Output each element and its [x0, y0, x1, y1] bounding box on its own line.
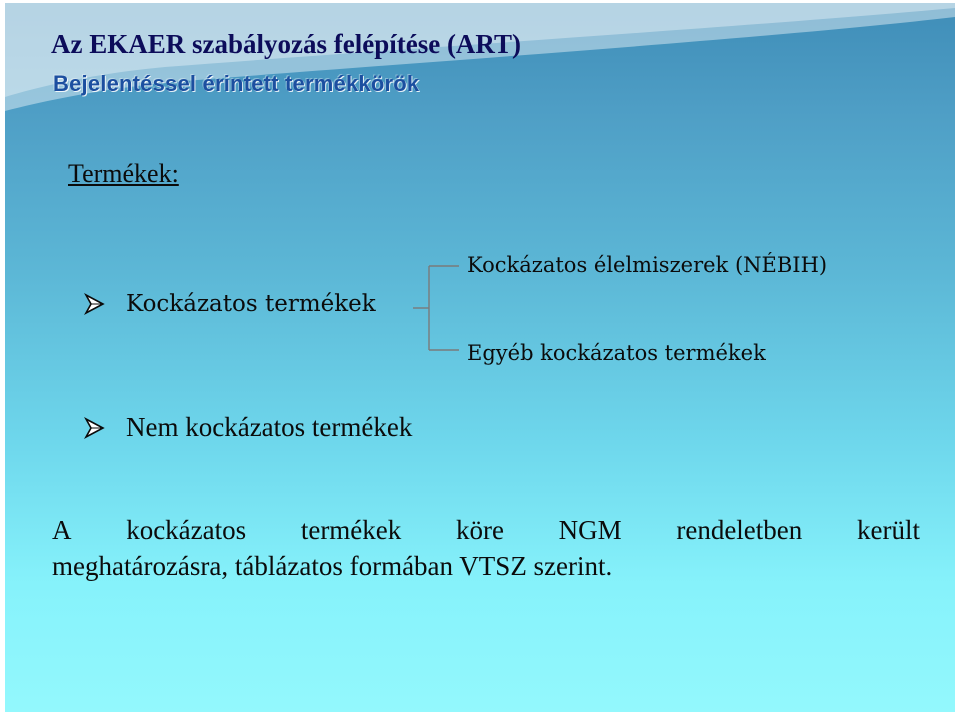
- slide-title: Az EKAER szabályozás felépítése (ART): [51, 29, 521, 59]
- paragraph-word: rendeletben: [676, 515, 803, 545]
- bullet-label: Nem kockázatos termékek: [126, 412, 413, 442]
- bullet-item-non-risky-products: [83, 412, 412, 443]
- paragraph-line-2: meghatározásra, táblázatos formában VTSZ szerint.: [52, 551, 613, 581]
- products-heading: Termékek:: [68, 159, 179, 188]
- bullet-label: Kockázatos termékek: [126, 291, 376, 317]
- arrowhead-bullet-icon: [83, 417, 105, 439]
- paragraph-word: került: [856, 515, 920, 545]
- slide-subtitle: Bejelentéssel érintett termékkörök: [53, 71, 420, 96]
- paragraph-word: köre: [455, 515, 504, 545]
- paragraph-line-1: [52, 512, 920, 548]
- bullet-item-risky-products: [83, 291, 376, 317]
- paragraph-text: [52, 512, 920, 584]
- paragraph-word: A: [52, 515, 72, 545]
- paragraph-word: kockázatos: [126, 515, 247, 545]
- arrowhead-bullet-icon: [83, 293, 105, 315]
- slide: [5, 3, 955, 712]
- paragraph-word: termékek: [300, 515, 402, 545]
- paragraph-word: NGM: [558, 515, 622, 545]
- branch-risky-food: Kockázatos élelmiszerek (NÉBIH): [467, 253, 828, 277]
- branch-bracket: [409, 258, 469, 358]
- branch-other-risky-products: Egyéb kockázatos termékek: [467, 341, 766, 365]
